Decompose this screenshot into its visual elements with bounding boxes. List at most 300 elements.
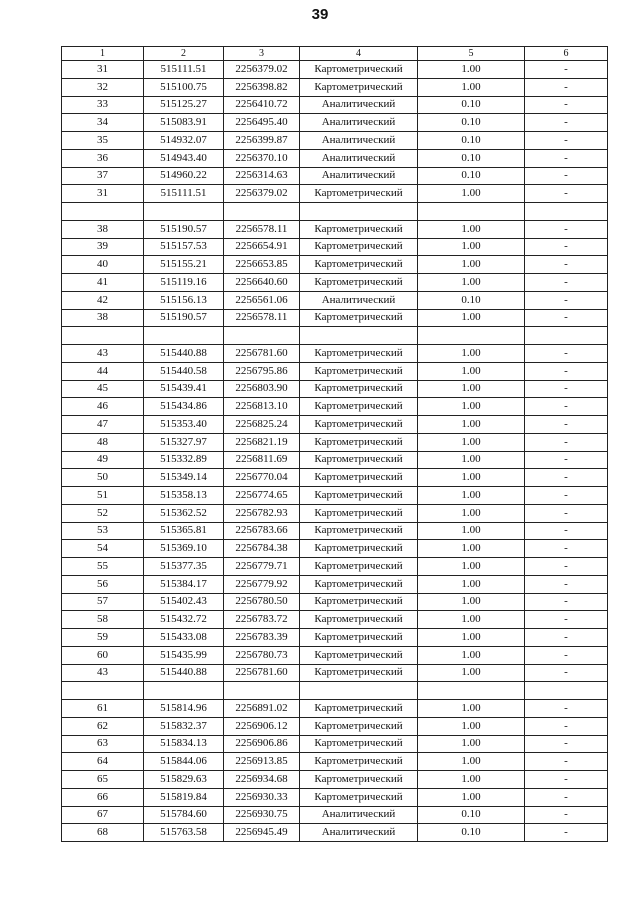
table-cell	[418, 203, 525, 221]
table-cell: 59	[62, 629, 144, 647]
table-cell: 39	[62, 238, 144, 256]
table-cell: 2256640.60	[224, 274, 300, 292]
table-cell: 42	[62, 291, 144, 309]
table-row	[62, 309, 608, 327]
table-cell	[300, 682, 418, 700]
table-cell: 2256784.38	[224, 540, 300, 558]
table-cell: -	[525, 380, 608, 398]
table-cell: 2256379.02	[224, 61, 300, 79]
table-cell: 2256825.24	[224, 416, 300, 434]
table-header-row	[62, 47, 608, 61]
table-cell: 515763.58	[144, 824, 224, 842]
column-header: 3	[224, 47, 300, 61]
table-cell	[525, 327, 608, 345]
table-cell: -	[525, 664, 608, 682]
table-cell: 56	[62, 575, 144, 593]
table-cell: 2256795.86	[224, 362, 300, 380]
table-cell: 2256821.19	[224, 433, 300, 451]
table-cell: 514960.22	[144, 167, 224, 185]
table-row	[62, 646, 608, 664]
table-cell: 40	[62, 256, 144, 274]
column-header: 4	[300, 47, 418, 61]
table-row	[62, 274, 608, 292]
table-row	[62, 433, 608, 451]
table-row	[62, 78, 608, 96]
table-cell: 43	[62, 664, 144, 682]
table-cell: 1.00	[418, 735, 525, 753]
table-cell: Картометрический	[300, 771, 418, 789]
table-cell: 2256780.50	[224, 593, 300, 611]
table-cell: 1.00	[418, 629, 525, 647]
table-row	[62, 522, 608, 540]
column-header: 6	[525, 47, 608, 61]
table-cell: 55	[62, 558, 144, 576]
table-cell	[144, 682, 224, 700]
table-cell: Картометрический	[300, 451, 418, 469]
table-cell: 2256906.86	[224, 735, 300, 753]
table-cell: 515111.51	[144, 61, 224, 79]
table-cell: Картометрический	[300, 558, 418, 576]
table-cell: 2256653.85	[224, 256, 300, 274]
table-cell: 1.00	[418, 398, 525, 416]
table-cell	[418, 327, 525, 345]
coordinates-table	[61, 46, 608, 842]
table-cell: 37	[62, 167, 144, 185]
table-cell: 54	[62, 540, 144, 558]
table-row	[62, 558, 608, 576]
table-cell: 1.00	[418, 416, 525, 434]
table-row	[62, 771, 608, 789]
table-cell: 515119.16	[144, 274, 224, 292]
table-cell: -	[525, 451, 608, 469]
table-row	[62, 575, 608, 593]
table-cell: 0.10	[418, 806, 525, 824]
table-cell: 31	[62, 185, 144, 203]
table-cell: 36	[62, 149, 144, 167]
column-header: 1	[62, 47, 144, 61]
table-cell: 2256314.63	[224, 167, 300, 185]
table-cell: 1.00	[418, 522, 525, 540]
table-cell: Картометрический	[300, 487, 418, 505]
table-row	[62, 487, 608, 505]
table-cell: 2256813.10	[224, 398, 300, 416]
table-cell: -	[525, 540, 608, 558]
table-cell: -	[525, 717, 608, 735]
table-cell: 515125.27	[144, 96, 224, 114]
table-cell: 34	[62, 114, 144, 132]
table-cell: -	[525, 753, 608, 771]
table-cell: Картометрический	[300, 362, 418, 380]
table-cell: 2256561.06	[224, 291, 300, 309]
table-cell: 68	[62, 824, 144, 842]
separator-row	[62, 327, 608, 345]
table-cell: 38	[62, 309, 144, 327]
table-cell: 2256782.93	[224, 504, 300, 522]
table-cell: -	[525, 96, 608, 114]
table-cell: 515819.84	[144, 788, 224, 806]
table-cell: 0.10	[418, 167, 525, 185]
table-row	[62, 149, 608, 167]
separator-row	[62, 682, 608, 700]
table-cell: 2256779.92	[224, 575, 300, 593]
table-cell: 515353.40	[144, 416, 224, 434]
table-cell: 61	[62, 700, 144, 718]
table-cell: 515832.37	[144, 717, 224, 735]
table-cell	[300, 327, 418, 345]
table-row	[62, 220, 608, 238]
table-cell: 2256399.87	[224, 132, 300, 150]
table-cell	[418, 682, 525, 700]
table-cell: Картометрический	[300, 256, 418, 274]
table-cell: 515440.58	[144, 362, 224, 380]
table-row	[62, 185, 608, 203]
table-cell: 2256783.72	[224, 611, 300, 629]
table-cell: -	[525, 806, 608, 824]
table-cell: 515369.10	[144, 540, 224, 558]
table-row	[62, 291, 608, 309]
table-cell: -	[525, 433, 608, 451]
table-cell: 2256781.60	[224, 664, 300, 682]
table-cell: 63	[62, 735, 144, 753]
table-row	[62, 629, 608, 647]
table-cell: 52	[62, 504, 144, 522]
table-cell: 1.00	[418, 771, 525, 789]
table-cell: 35	[62, 132, 144, 150]
table-cell: 515332.89	[144, 451, 224, 469]
table-cell: 1.00	[418, 362, 525, 380]
table-cell: 515327.97	[144, 433, 224, 451]
table-row	[62, 114, 608, 132]
table-row	[62, 132, 608, 150]
table-cell: Картометрический	[300, 398, 418, 416]
page-number: 39	[311, 6, 329, 23]
table-cell: 515384.17	[144, 575, 224, 593]
separator-row	[62, 203, 608, 221]
table-cell: 515784.60	[144, 806, 224, 824]
table-cell: 53	[62, 522, 144, 540]
table-cell: 515349.14	[144, 469, 224, 487]
table-cell: -	[525, 167, 608, 185]
table-cell: 0.10	[418, 149, 525, 167]
table-cell: 515377.35	[144, 558, 224, 576]
table-row	[62, 167, 608, 185]
table-cell: Картометрический	[300, 274, 418, 292]
table-cell	[525, 203, 608, 221]
table-cell: 2256811.69	[224, 451, 300, 469]
table-cell: 47	[62, 416, 144, 434]
table-cell	[224, 682, 300, 700]
table-cell: 1.00	[418, 487, 525, 505]
table-cell: 44	[62, 362, 144, 380]
table-cell: -	[525, 61, 608, 79]
table-cell: 57	[62, 593, 144, 611]
table-row	[62, 717, 608, 735]
table-cell: -	[525, 291, 608, 309]
table-cell: 515402.43	[144, 593, 224, 611]
table-cell: -	[525, 771, 608, 789]
table-cell: 515365.81	[144, 522, 224, 540]
table-cell	[224, 327, 300, 345]
table-cell: 515834.13	[144, 735, 224, 753]
table-cell: 515083.91	[144, 114, 224, 132]
table-cell: 1.00	[418, 611, 525, 629]
table-cell: Картометрический	[300, 185, 418, 203]
table-row	[62, 806, 608, 824]
table-cell: 515157.53	[144, 238, 224, 256]
table-cell: Картометрический	[300, 735, 418, 753]
table-cell: Картометрический	[300, 238, 418, 256]
table-cell: Картометрический	[300, 469, 418, 487]
table-cell: Картометрический	[300, 753, 418, 771]
table-cell: 515362.52	[144, 504, 224, 522]
table-row	[62, 469, 608, 487]
table-cell: 2256934.68	[224, 771, 300, 789]
table-cell	[224, 203, 300, 221]
table-cell: 515190.57	[144, 309, 224, 327]
table-cell: -	[525, 149, 608, 167]
table-cell: 2256398.82	[224, 78, 300, 96]
table-cell: 1.00	[418, 593, 525, 611]
table-row	[62, 416, 608, 434]
table-cell: Картометрический	[300, 345, 418, 363]
table-cell: Аналитический	[300, 167, 418, 185]
table-cell	[144, 203, 224, 221]
table-row	[62, 61, 608, 79]
table-cell: -	[525, 362, 608, 380]
table-cell: 2256906.12	[224, 717, 300, 735]
table-cell: 1.00	[418, 717, 525, 735]
table-cell: 1.00	[418, 61, 525, 79]
table-cell: 515435.99	[144, 646, 224, 664]
table-cell	[525, 682, 608, 700]
table-cell: 515432.72	[144, 611, 224, 629]
table-row	[62, 504, 608, 522]
table-cell: 515100.75	[144, 78, 224, 96]
table-cell: 1.00	[418, 380, 525, 398]
table-cell	[62, 203, 144, 221]
table-cell: 0.10	[418, 96, 525, 114]
table-cell: 49	[62, 451, 144, 469]
table-cell: 1.00	[418, 558, 525, 576]
table-cell: 1.00	[418, 646, 525, 664]
table-cell: Картометрический	[300, 629, 418, 647]
table-cell: -	[525, 788, 608, 806]
table-cell: 50	[62, 469, 144, 487]
table-cell: -	[525, 575, 608, 593]
table-cell: -	[525, 78, 608, 96]
table-row	[62, 238, 608, 256]
table-cell: 1.00	[418, 256, 525, 274]
table-cell: 64	[62, 753, 144, 771]
table-cell: 46	[62, 398, 144, 416]
table-cell: Аналитический	[300, 96, 418, 114]
table-cell: 2256770.04	[224, 469, 300, 487]
table-cell: 31	[62, 61, 144, 79]
table-cell: -	[525, 522, 608, 540]
table-cell: 67	[62, 806, 144, 824]
table-cell: 515190.57	[144, 220, 224, 238]
table-cell: 1.00	[418, 274, 525, 292]
table-cell: 1.00	[418, 540, 525, 558]
table-cell	[300, 203, 418, 221]
table-cell: 2256803.90	[224, 380, 300, 398]
table-cell: Картометрический	[300, 788, 418, 806]
table-cell: Аналитический	[300, 291, 418, 309]
table-cell	[62, 682, 144, 700]
table-cell: 515440.88	[144, 345, 224, 363]
table-cell: 33	[62, 96, 144, 114]
table-cell: 2256930.75	[224, 806, 300, 824]
table-row	[62, 824, 608, 842]
table-row	[62, 788, 608, 806]
table-cell: 1.00	[418, 664, 525, 682]
table-cell: 1.00	[418, 575, 525, 593]
table-cell: 2256913.85	[224, 753, 300, 771]
table-cell: 2256891.02	[224, 700, 300, 718]
table-cell: 515111.51	[144, 185, 224, 203]
table-cell: -	[525, 274, 608, 292]
table-cell: 38	[62, 220, 144, 238]
table-cell: 48	[62, 433, 144, 451]
table-row	[62, 451, 608, 469]
table-cell: 60	[62, 646, 144, 664]
table-cell: Картометрический	[300, 593, 418, 611]
table-row	[62, 398, 608, 416]
table-cell: -	[525, 398, 608, 416]
table-cell	[144, 327, 224, 345]
table-cell: Аналитический	[300, 132, 418, 150]
table-row	[62, 753, 608, 771]
table-cell: Аналитический	[300, 114, 418, 132]
table-cell: Аналитический	[300, 149, 418, 167]
table-cell: -	[525, 611, 608, 629]
table-cell: Аналитический	[300, 824, 418, 842]
table-cell: Картометрический	[300, 611, 418, 629]
table-row	[62, 96, 608, 114]
table-cell: 2256783.39	[224, 629, 300, 647]
table-cell	[62, 327, 144, 345]
table-cell: Картометрический	[300, 433, 418, 451]
table-cell: -	[525, 469, 608, 487]
table-cell: 2256578.11	[224, 309, 300, 327]
table-cell: 1.00	[418, 78, 525, 96]
table-cell: Картометрический	[300, 522, 418, 540]
table-cell: -	[525, 487, 608, 505]
table-cell: Картометрический	[300, 575, 418, 593]
table-cell: 32	[62, 78, 144, 96]
table-cell: 1.00	[418, 220, 525, 238]
table-cell: 0.10	[418, 132, 525, 150]
table-cell: 515434.86	[144, 398, 224, 416]
table-cell: 1.00	[418, 345, 525, 363]
table-cell: -	[525, 309, 608, 327]
table-cell: 43	[62, 345, 144, 363]
table-cell: 2256495.40	[224, 114, 300, 132]
table-cell: 1.00	[418, 433, 525, 451]
table-row	[62, 664, 608, 682]
table-cell: -	[525, 824, 608, 842]
table-row	[62, 540, 608, 558]
table-cell: -	[525, 735, 608, 753]
table-cell: 514932.07	[144, 132, 224, 150]
table-cell: 0.10	[418, 291, 525, 309]
table-cell: -	[525, 345, 608, 363]
table-cell: 1.00	[418, 185, 525, 203]
table-row	[62, 735, 608, 753]
table-cell: 2256783.66	[224, 522, 300, 540]
table-cell: 0.10	[418, 824, 525, 842]
table-row	[62, 256, 608, 274]
table-cell: 1.00	[418, 753, 525, 771]
table-cell: 2256578.11	[224, 220, 300, 238]
table-cell: 1.00	[418, 309, 525, 327]
table-cell: 515358.13	[144, 487, 224, 505]
table-row	[62, 593, 608, 611]
table-cell: Картометрический	[300, 700, 418, 718]
table-cell: Картометрический	[300, 646, 418, 664]
table-cell: Картометрический	[300, 78, 418, 96]
table-cell: 515440.88	[144, 664, 224, 682]
table-cell: 2256774.65	[224, 487, 300, 505]
table-row	[62, 700, 608, 718]
table-cell: 2256930.33	[224, 788, 300, 806]
table-cell: 515433.08	[144, 629, 224, 647]
table-cell: -	[525, 646, 608, 664]
table-cell: -	[525, 700, 608, 718]
table-cell: Картометрический	[300, 309, 418, 327]
table-cell: 515844.06	[144, 753, 224, 771]
table-cell: 51	[62, 487, 144, 505]
table-cell: 2256779.71	[224, 558, 300, 576]
table-cell: Картометрический	[300, 717, 418, 735]
table-cell: Картометрический	[300, 380, 418, 398]
table-cell: 2256370.10	[224, 149, 300, 167]
table-cell: 515156.13	[144, 291, 224, 309]
table-cell: 515155.21	[144, 256, 224, 274]
table-cell: -	[525, 416, 608, 434]
table-cell: 515439.41	[144, 380, 224, 398]
table-cell: 0.10	[418, 114, 525, 132]
table-cell: 2256945.49	[224, 824, 300, 842]
table-cell: 2256780.73	[224, 646, 300, 664]
table-cell: Картометрический	[300, 220, 418, 238]
table-cell: 65	[62, 771, 144, 789]
table-row	[62, 362, 608, 380]
table-cell: -	[525, 558, 608, 576]
column-header: 5	[418, 47, 525, 61]
table-cell: 2256379.02	[224, 185, 300, 203]
table-cell: Картометрический	[300, 504, 418, 522]
table-cell: 1.00	[418, 700, 525, 718]
table-row	[62, 611, 608, 629]
table-cell: 41	[62, 274, 144, 292]
table-cell: 2256781.60	[224, 345, 300, 363]
table-cell: 45	[62, 380, 144, 398]
table-cell: 1.00	[418, 451, 525, 469]
table-cell: 58	[62, 611, 144, 629]
column-header: 2	[144, 47, 224, 61]
table-cell: 514943.40	[144, 149, 224, 167]
table-cell: -	[525, 629, 608, 647]
table-cell: -	[525, 504, 608, 522]
table-cell: 1.00	[418, 788, 525, 806]
table-cell: 1.00	[418, 469, 525, 487]
table-cell: Картометрический	[300, 540, 418, 558]
table-cell: 515829.63	[144, 771, 224, 789]
table-cell: -	[525, 256, 608, 274]
table-cell: -	[525, 238, 608, 256]
table-row	[62, 345, 608, 363]
